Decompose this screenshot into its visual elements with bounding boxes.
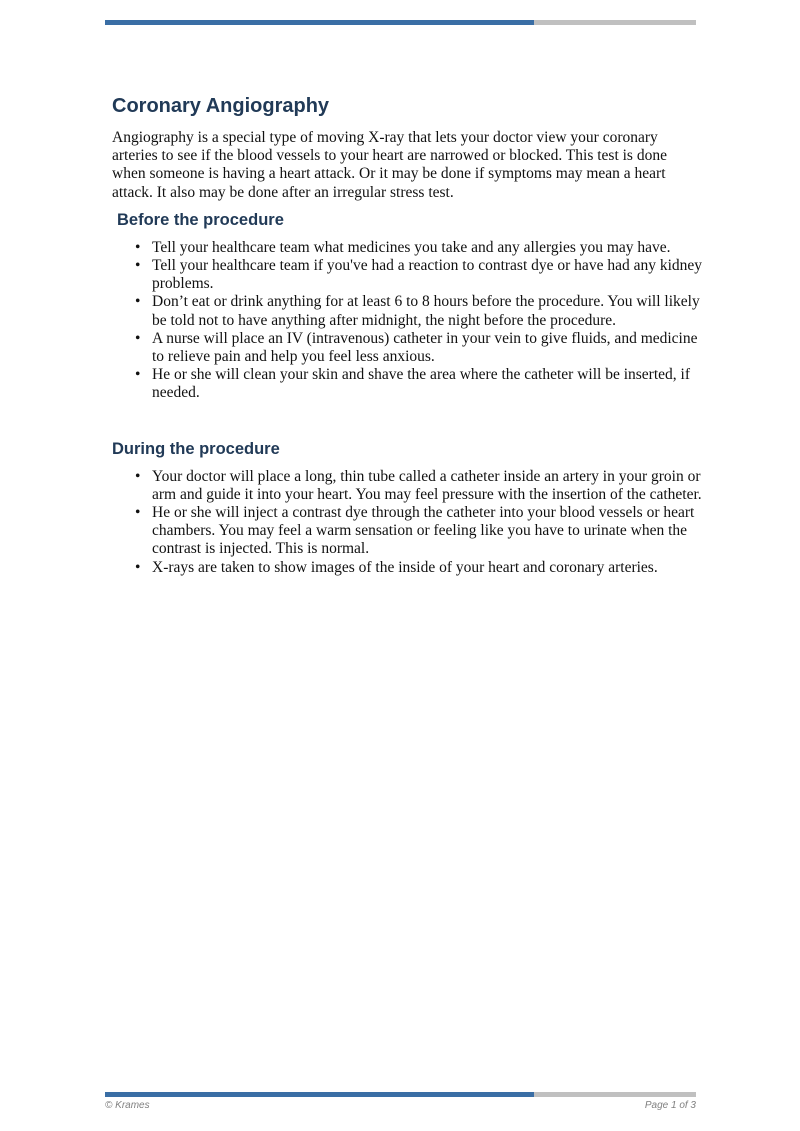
list-item: • He or she will inject a contrast dye through the catheter into your blood vessels or heart chambers. You may feel a warm sensation or feeling like you have to urinate when the contrast is injected. This is normal. [152,504,702,559]
before-procedure-list [112,239,702,403]
before-procedure-section [112,210,702,403]
header-rule-grey [534,20,696,25]
footer-rule-grey [534,1092,696,1097]
list-item: • Tell your healthcare team if you've had a reaction to contrast dye or have had any kidney problems. [152,257,702,293]
footer-rule [105,1092,696,1097]
copyright-text: © Krames [105,1100,150,1111]
during-procedure-heading: During the procedure [112,439,280,458]
page-footer [105,1100,696,1111]
during-procedure-list [112,468,702,577]
page-number: Page 1 of 3 [644,1100,696,1111]
list-item: • X-rays are taken to show images of the inside of your heart and coronary arteries. [152,559,702,577]
during-procedure-section [112,439,702,577]
header-rule [105,20,696,25]
page-title: Coronary Angiography [112,95,330,117]
footer-rule-accent [105,1092,534,1097]
before-procedure-heading: Before the procedure [117,210,284,229]
list-item: • He or she will clean your skin and shave the area where the catheter will be inserted, if needed. [152,366,702,402]
list-item: • Your doctor will place a long, thin tube called a catheter inside an artery in your groin or arm and guide it into your heart. You may feel pressure with the insertion of the catheter. [152,468,702,504]
header-rule-accent [105,20,534,25]
document-body [112,94,702,577]
list-item: • Don’t eat or drink anything for at least 6 to 8 hours before the procedure. You will likely be told not to have anything after midnight, the night before the procedure. [152,293,702,329]
intro-paragraph: Angiography is a special type of moving X-ray that lets your doctor view your coronary arteries to see if the blood vessels to your heart are narrowed or blocked. This test is done when someone is having a heart attack. Or it may be done if symptoms may mean a heart attack. It also may be done after an irregular stress test. [112,129,667,201]
list-item: • Tell your healthcare team what medicines you take and any allergies you may have. [152,239,702,257]
list-item: • A nurse will place an IV (intravenous) catheter in your vein to give fluids, and medicine to relieve pain and help you feel less anxious. [152,330,702,366]
